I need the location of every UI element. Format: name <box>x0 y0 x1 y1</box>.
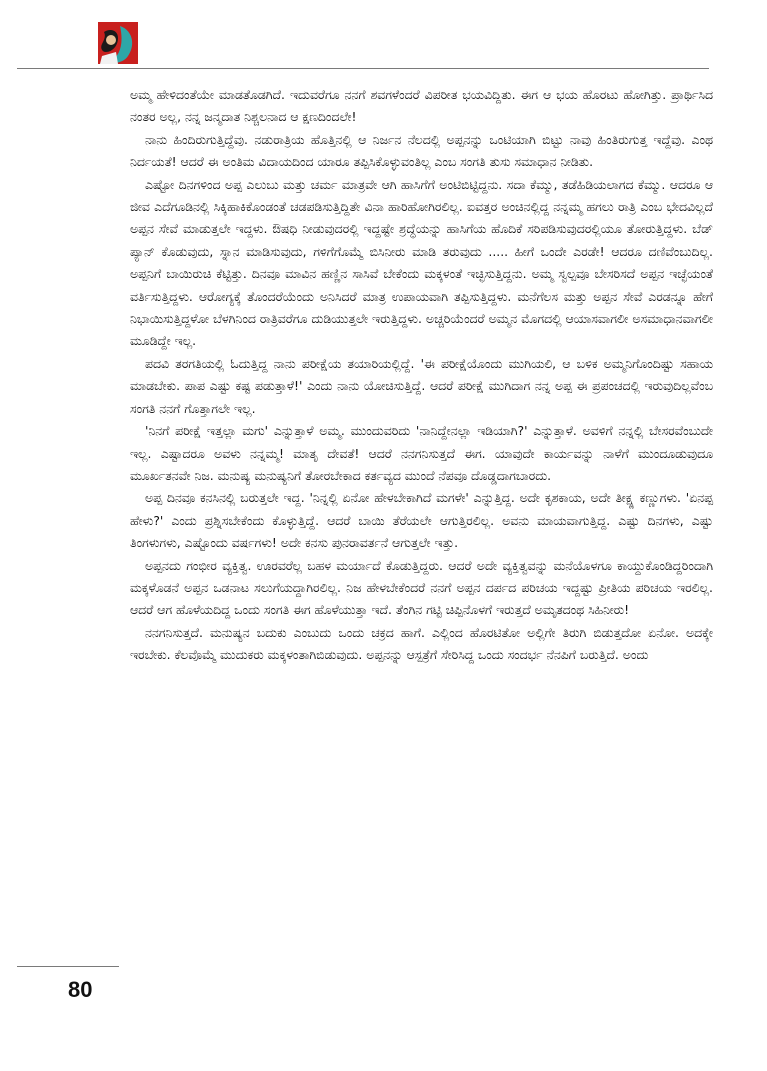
page-number: 80 <box>68 977 93 1002</box>
paragraph: ನಾನು ಹಿಂದಿರುಗುತ್ತಿದ್ದೆವು. ನಡುರಾತ್ರಿಯ ಹೊತ್ತಿನಲ್ಲಿ ಆ ನಿರ್ಜನ ನೆಲದಲ್ಲಿ ಅಪ್ಪನನ್ನು ಒಂಟಿಯಾಗಿ ಬಿಟ್ಟು ನಾವು ಹಿಂತಿರುಗುತ್ತ ಇದ್ದೆವು. ಎಂಥ ನಿರ್ದಯತೆ! ಆದರೆ ಈ ಅಂತಿಮ ವಿದಾಯದಿಂದ ಯಾರೂ ತಪ್ಪಿಸಿಕೊಳ್ಳುವಂತಿಲ್ಲ ಎಂಬ ಸಂಗತಿ ತುಸು ಸಮಾಧಾನ ನೀಡಿತು. <box>130 131 713 170</box>
paragraph: ಅಮ್ಮ ಹೇಳಿದಂತೆಯೇ ಮಾಡತೊಡಗಿದೆ. ಇದುವರೆಗೂ ನನಗೆ ಶವಗಳೆಂದರೆ ವಿಪರೀತ ಭಯವಿದ್ದಿತು. ಈಗ ಆ ಭಯ ಹೊರಟು ಹೋಗಿತ್ತು. ಪ್ರಾರ್ಥಿಸಿದ ನಂತರ ಅಲ್ಲ, ನನ್ನ ಜನ್ಮದಾತ ನಿಶ್ಚಲನಾದ ಆ ಕ್ಷಣದಿಂದಲೇ! <box>130 87 713 125</box>
paragraph: ಪದವಿ ತರಗತಿಯಲ್ಲಿ ಓದುತ್ತಿದ್ದ ನಾನು ಪರೀಕ್ಷೆಯ ತಯಾರಿಯಲ್ಲಿದ್ದೆ. 'ಈ ಪರೀಕ್ಷೆಯೊಂದು ಮುಗಿಯಲಿ, ಆ ಬಳಿಕ ಅಮ್ಮನಿಗೊಂದಿಷ್ಟು ಸಹಾಯ ಮಾಡಬೇಕು. ಪಾಪ ಎಷ್ಟು ಕಷ್ಟ ಪಡುತ್ತಾಳೆ!' ಎಂದು ನಾನು ಯೋಚಿಸುತ್ತಿದ್ದೆ. ಆದರೆ ಪರೀಕ್ಷೆ ಮುಗಿದಾಗ ನನ್ನ ಅಪ್ಪ ಈ ಪ್ರಪಂಚದಲ್ಲಿ ಇರುವುದಿಲ್ಲವೆಂಬ ಸಂಗತಿ ನನಗೆ ಗೊತ್ತಾಗಲೇ ಇಲ್ಲ. <box>130 355 713 416</box>
paragraph: ಅಪ್ಪ ದಿನವೂ ಕನಸಿನಲ್ಲಿ ಬರುತ್ತಲೇ ಇದ್ದ. 'ನಿನ್ನಲ್ಲಿ ಏನೋ ಹೇಳಬೇಕಾಗಿದೆ ಮಗಳೇ' ಎನ್ನುತ್ತಿದ್ದ. ಅದೇ ಕೃಶಕಾಯ, ಅದೇ ತೀಕ್ಷ್ಣ ಕಣ್ಣುಗಳು. 'ಏನಪ್ಪ ಹೇಳು?' ಎಂದು ಪ್ರಶ್ನಿಸಬೇಕೆಂದು ಕೊಳ್ಳುತ್ತಿದ್ದೆ. ಆದರೆ ಬಾಯಿ ತೆರೆಯಲೇ ಆಗುತ್ತಿರಲಿಲ್ಲ. ಅವನು ಮಾಯವಾಗುತ್ತಿದ್ದ. ಎಷ್ಟು ದಿನಗಳು, ಎಷ್ಟು ತಿಂಗಳುಗಳು, ಎಷ್ಟೊಂದು ವರ್ಷಗಳು! ಅದೇ ಕನಸು ಪುನರಾವರ್ತನೆ ಆಗುತ್ತಲೇ ಇತ್ತು. <box>130 490 713 551</box>
paragraph: ಎಷ್ಟೋ ದಿನಗಳಿಂದ ಅಪ್ಪ ಎಲುಬು ಮತ್ತು ಚರ್ಮ ಮಾತ್ರವೇ ಆಗಿ ಹಾಸಿಗೆಗೆ ಅಂಟಿಬಿಟ್ಟಿದ್ದನು. ಸದಾ ಕೆಮ್ಮು, ತಡೆಹಿಡಿಯಲಾಗದ ಕೆಮ್ಮು. ಆದರೂ ಆ ಜೀವ ಎದೆಗೂಡಿನಲ್ಲಿ ಸಿಕ್ಕಿಹಾಕಿಕೊಂಡಂತೆ ಚಡಪಡಿಸುತ್ತಿದ್ದಿತೇ ವಿನಾ ಹಾರಿಹೋಗಿರಲಿಲ್ಲ. ಐವತ್ತರ ಅಂಚಿನಲ್ಲಿದ್ದ ನನ್ನಮ್ಮ ಹಗಲು ರಾತ್ರಿ ಎಂಬ ಭೇದವಿಲ್ಲದೆ ಅಪ್ಪನ ಸೇವೆ ಮಾಡುತ್ತಲೇ ಇದ್ದಳು. ಔಷಧಿ ನೀಡುವುದರಲ್ಲಿ ಇದ್ದಷ್ಟೇ ಶ್ರದ್ಧೆಯನ್ನು ಹಾಸಿಗೆಯ ಹೊದಿಕೆ ಸರಿಪಡಿಸುವುದರಲ್ಲಿಯೂ ತೋರುತ್ತಿದ್ದಳು. ಬೆಡ್ ಪ್ಯಾನ್ ಕೊಡುವುದು, ಸ್ನಾನ ಮಾಡಿಸುವುದು, ಗಳಿಗೆಗೊಮ್ಮೆ ಬಿಸಿನೀರು ಮಾಡಿ ತರುವುದು ..... ಹೀಗೆ ಒಂದೇ ಎರಡೇ! ಆದರೂ ದಣಿವೆಂಬುದಿಲ್ಲ. ಅಪ್ಪನಿಗೆ ಬಾಯಿರುಚಿ ಕೆಟ್ಟಿತ್ತು. ದಿನವೂ ಮಾವಿನ ಹಣ್ಣಿನ ಸಾಸಿವೆ ಬೇಕೆಂದು ಮಕ್ಕಳಂತೆ ಇಚ್ಛಿಸುತ್ತಿದ್ದನು. ಅಮ್ಮ ಸ್ವಲ್ಪವೂ ಬೇಸರಿಸದೆ ಅಪ್ಪನ ಇಚ್ಛೆಯಂತೆ ವರ್ತಿಸುತ್ತಿದ್ದಳು. ಆರೋಗ್ಯಕ್ಕೆ ತೊಂದರೆಯೆಂದು ಅನಿಸಿದರೆ ಮಾತ್ರ ಉಪಾಯವಾಗಿ ತಪ್ಪಿಸುತ್ತಿದ್ದಳು. ಮನೆಗೆಲಸ ಮತ್ತು ಅಪ್ಪನ ಸೇವೆ ಎರಡನ್ನೂ ಹೇಗೆ ನಿಭಾಯಿಸುತ್ತಿದ್ದಳೋ ಬೆಳಗಿನಿಂದ ರಾತ್ರಿವರೆಗೂ ದುಡಿಯುತ್ತಲೇ ಇರುತ್ತಿದ್ದಳು. ಅಚ್ಚರಿಯೆಂದರೆ ಅಮ್ಮನ ಮೊಗದಲ್ಲಿ ಆಯಾಸವಾಗಲೀ ಅಸಮಾಧಾನವಾಗಲೀ ಮೂಡಿದ್ದೇ ಇಲ್ಲ. <box>130 176 713 349</box>
paragraph: ನನಗನಿಸುತ್ತದೆ. ಮನುಷ್ಯನ ಬದುಕು ಎಂಬುದು ಒಂದು ಚಕ್ರದ ಹಾಗೆ. ಎಲ್ಲಿಂದ ಹೊರಟಿತೋ ಅಲ್ಲಿಗೇ ತಿರುಗಿ ಬಿಡುತ್ತದೋ ಏನೋ. ಅದಕ್ಕೇ ಇರಬೇಕು. ಕೆಲವೊಮ್ಮೆ ಮುದುಕರು ಮಕ್ಕಳಂತಾಗಿಬಿಡುವುದು. ಅಪ್ಪನನ್ನು ಆಸ್ಪತ್ರೆಗೆ ಸೇರಿಸಿದ್ದ ಒಂದು ಸಂದರ್ಭ ನೆನಪಿಗೆ ಬರುತ್ತಿದೆ. ಅಂದು <box>130 624 713 663</box>
article-body <box>130 84 713 667</box>
paragraph: 'ನಿನಗೆ ಪರೀಕ್ಷೆ ಇತ್ತಲ್ಲಾ ಮಗು' ಎನ್ನುತ್ತಾಳೆ ಅಮ್ಮ. ಮುಂದುವರಿದು 'ನಾನಿದ್ದೇನಲ್ಲಾ ಇಡಿಯಾಗಿ?' ಎನ್ನುತ್ತಾಳೆ. ಅವಳಿಗೆ ನನ್ನಲ್ಲಿ ಬೇಸರವೆಂಬುದೇ ಇಲ್ಲ. ಎಷ್ಟಾದರೂ ಅವಳು ನನ್ನಮ್ಮ! ಮಾತೃ ದೇವತೆ! ಆದರೆ ನನಗನಿಸುತ್ತದೆ ಈಗ. ಯಾವುದೇ ಕಾರ್ಯವನ್ನು ನಾಳೆಗೆ ಮುಂದೂಡುವುದೂ ಮೂರ್ಖತನವೇ ನಿಜ. ಮನುಷ್ಯ ಮನುಷ್ಯನಿಗೆ ತೋರಬೇಕಾದ ಕರ್ತವ್ಯದ ಮುಂದೆ ನೆಪವೂ ದೊಡ್ಡದಾಗಬಾರದು. <box>130 423 713 483</box>
footer-divider <box>17 966 119 967</box>
header-divider <box>17 68 709 69</box>
magazine-logo-icon <box>98 22 138 64</box>
paragraph: ಅಪ್ಪನದು ಗಂಭೀರ ವ್ಯಕ್ತಿತ್ವ. ಊರವರೆಲ್ಲ ಬಹಳ ಮರ್ಯಾದೆ ಕೊಡುತ್ತಿದ್ದರು. ಆದರೆ ಅದೇ ವ್ಯಕ್ತಿತ್ವವನ್ನು ಮನೆಯೊಳಗೂ ಕಾಯ್ದುಕೊಂಡಿದ್ದರಿಂದಾಗಿ ಮಕ್ಕಳೊಡನೆ ಅಪ್ಪನ ಒಡನಾಟ ಸಲುಗೆಯದ್ದಾಗಿರಲಿಲ್ಲ. ನಿಜ ಹೇಳಬೇಕೆಂದರೆ ನನಗೆ ಅಪ್ಪನ ದರ್ಪದ ಪರಿಚಯ ಇದ್ದಷ್ಟು ಪ್ರೀತಿಯ ಪರಿಚಯ ಇರಲಿಲ್ಲ. ಆದರೆ ಆಗ ಹೊಳೆಯದಿದ್ದ ಒಂದು ಸಂಗತಿ ಈಗ ಹೊಳೆಯುತ್ತಾ ಇದೆ. ತೆಂಗಿನ ಗಟ್ಟಿ ಚಿಪ್ಪಿನೊಳಗೆ ಇರುತ್ತದೆ ಅಮೃತದಂಥ ಸಿಹಿನೀರು! <box>130 557 713 618</box>
